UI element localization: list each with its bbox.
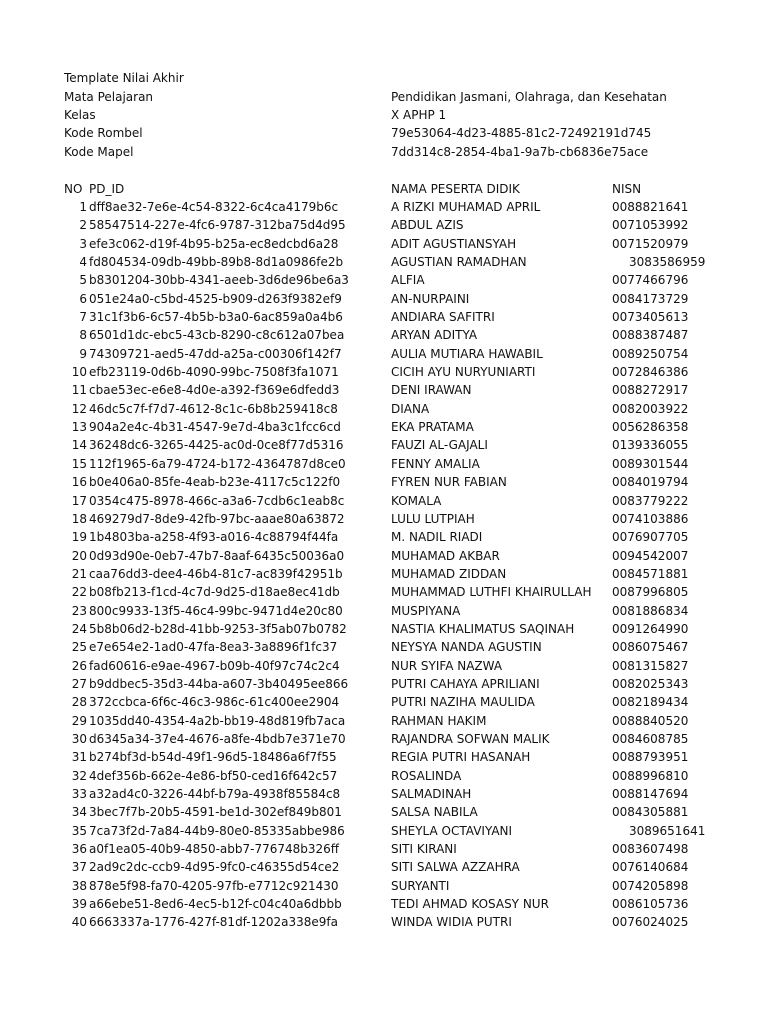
nisn-cell: 0071053992 xyxy=(612,218,689,233)
column-header-pd-id: PD_ID xyxy=(89,182,125,196)
pd-id-cell: cbae53ec-e6e8-4d0e-a392-f369e6dfedd3 xyxy=(89,383,340,398)
nisn-cell: 0084571881 xyxy=(612,566,689,581)
column-header-nisn: NISN xyxy=(612,182,642,196)
table-row xyxy=(0,235,768,253)
table-row xyxy=(0,436,768,454)
pd-id-cell: fd804534-09db-49bb-89b8-8d1a0986fe2b xyxy=(89,255,344,270)
student-name-cell: SITI KIRANI xyxy=(391,842,457,857)
nisn-cell: 0077466796 xyxy=(612,273,689,288)
row-number: 37 xyxy=(71,860,87,875)
student-name-cell: TEDI AHMAD KOSASY NUR xyxy=(391,897,549,912)
nisn-cell: 0139336055 xyxy=(612,438,689,453)
nisn-cell: 0088793951 xyxy=(612,750,689,765)
row-number: 26 xyxy=(71,658,87,673)
row-number: 2 xyxy=(79,218,87,233)
pd-id-cell: 904a2e4c-4b31-4547-9e7d-4ba3c1fcc6cd xyxy=(89,420,341,435)
nisn-cell: 0076024025 xyxy=(612,915,689,930)
student-name-cell: LULU LUTPIAH xyxy=(391,511,475,526)
pd-id-cell: a32ad4c0-3226-44bf-b79a-4938f85584c8 xyxy=(89,787,341,801)
nisn-cell: 0084019794 xyxy=(612,475,689,490)
table-row xyxy=(0,693,768,711)
student-name-cell: SALMADINAH xyxy=(391,787,472,801)
student-name-cell: WINDA WIDIA PUTRI xyxy=(391,915,512,930)
nisn-cell: 0076907705 xyxy=(612,530,689,545)
nisn-cell: 0081315827 xyxy=(612,658,689,673)
table-row xyxy=(0,492,768,510)
nisn-cell: 0074205898 xyxy=(612,878,689,893)
nisn-cell: 0089250754 xyxy=(612,346,689,361)
pd-id-cell: e7e654e2-1ad0-47fa-8ea3-3a8896f1fc37 xyxy=(89,640,338,655)
table-row xyxy=(0,913,768,931)
student-name-cell: ADIT AGUSTIANSYAH xyxy=(391,236,517,251)
student-name-cell: DIANA xyxy=(391,401,430,416)
student-name-cell: REGIA PUTRI HASANAH xyxy=(391,750,531,765)
nisn-cell: 0076140684 xyxy=(612,860,689,875)
table-row xyxy=(0,877,768,895)
row-number: 15 xyxy=(71,456,87,471)
student-name-cell: PUTRI CAHAYA APRILIANI xyxy=(391,676,540,691)
pd-id-cell: 372ccbca-6f6c-46c3-986c-61c400ee2904 xyxy=(89,695,340,710)
pd-id-cell: 7ca73f2d-7a84-44b9-80e0-85335abbe986 xyxy=(89,823,345,838)
student-name-cell: RAJANDRA SOFWAN MALIK xyxy=(391,731,550,746)
student-name-cell: MUHAMMAD LUTHFI KHAIRULLAH xyxy=(391,585,592,600)
kelas-value: X APHP 1 xyxy=(391,108,447,122)
table-row xyxy=(0,620,768,638)
pd-id-cell: 1b4803ba-a258-4f93-a016-4c88794f44fa xyxy=(89,530,339,545)
student-name-cell: ROSALINDA xyxy=(391,768,462,783)
column-header-no: NO xyxy=(64,182,83,196)
column-header-nama: NAMA PESERTA DIDIK xyxy=(391,182,520,196)
nisn-cell: 0071520979 xyxy=(612,236,689,251)
pd-id-cell: efe3c062-d19f-4b95-b25a-ec8edcbd6a28 xyxy=(89,236,339,251)
row-number: 11 xyxy=(71,383,87,398)
student-name-cell: MUHAMAD AKBAR xyxy=(391,548,500,563)
pd-id-cell: 4def356b-662e-4e86-bf50-ced16f642c57 xyxy=(89,768,338,783)
table-row xyxy=(0,565,768,583)
pd-id-cell: 46dc5c7f-f7d7-4612-8c1c-6b8b259418c8 xyxy=(89,401,338,416)
row-number: 29 xyxy=(71,713,87,728)
pd-id-cell: a66ebe51-8ed6-4ec5-b12f-c04c40a6dbbb xyxy=(89,897,342,912)
pd-id-cell: b274bf3d-b54d-49f1-96d5-18486a6f7f55 xyxy=(89,750,337,765)
nisn-cell: 0089301544 xyxy=(612,456,689,471)
row-number: 5 xyxy=(79,273,87,288)
row-number: 21 xyxy=(71,566,87,581)
student-name-cell: RAHMAN HAKIM xyxy=(391,713,487,728)
nisn-cell: 0088272917 xyxy=(612,383,689,398)
pd-id-cell: fad60616-e9ae-4967-b09b-40f97c74c2c4 xyxy=(89,658,340,673)
pd-id-cell: 31c1f3b6-6c57-4b5b-b3a0-6ac859a0a4b6 xyxy=(89,310,343,325)
table-row xyxy=(0,290,768,308)
table-row xyxy=(0,785,768,803)
nisn-cell: 0072846386 xyxy=(612,365,689,380)
nisn-cell: 0086105736 xyxy=(612,897,689,912)
student-name-cell: AULIA MUTIARA HAWABIL xyxy=(391,346,543,361)
pd-id-cell: 6501d1dc-ebc5-43cb-8290-c8c612a07bea xyxy=(89,328,345,343)
template-title: Template Nilai Akhir xyxy=(64,71,184,85)
nisn-cell: 0094542007 xyxy=(612,548,689,563)
pd-id-cell: b08fb213-f1cd-4c7d-9d25-d18ae8ec41db xyxy=(89,585,340,600)
table-row xyxy=(0,418,768,436)
pd-id-cell: b8301204-30bb-4341-aeeb-3d6de96be6a3 xyxy=(89,273,349,288)
table-row xyxy=(0,308,768,326)
pd-id-cell: 112f1965-6a79-4724-b172-4364787d8ce0 xyxy=(89,456,346,471)
pd-id-cell: 5b8b06d2-b28d-41bb-9253-3f5ab07b0782 xyxy=(89,621,347,636)
row-number: 14 xyxy=(71,438,87,453)
mata-pelajaran-label: Mata Pelajaran xyxy=(64,90,154,104)
row-number: 30 xyxy=(71,731,87,746)
nisn-cell: 0074103886 xyxy=(612,511,689,526)
table-row xyxy=(0,748,768,766)
row-number: 17 xyxy=(71,493,87,508)
pd-id-cell: 0d93d90e-0eb7-47b7-8aaf-6435c50036a0 xyxy=(89,548,345,563)
student-name-cell: A RIZKI MUHAMAD APRIL xyxy=(391,200,541,214)
row-number: 22 xyxy=(71,585,87,600)
student-name-cell: FAUZI AL-GAJALI xyxy=(391,438,488,453)
student-name-cell: SALSA NABILA xyxy=(391,805,478,820)
row-number: 16 xyxy=(71,475,87,490)
pd-id-cell: caa76dd3-dee4-46b4-81c7-ac839f42951b xyxy=(89,566,343,581)
pd-id-cell: efb23119-0d6b-4090-99bc-7508f3fa1071 xyxy=(89,365,339,380)
table-header xyxy=(0,180,768,198)
row-number: 24 xyxy=(71,621,87,636)
table-row xyxy=(0,510,768,528)
pd-id-cell: 6663337a-1776-427f-81df-1202a338e9fa xyxy=(89,915,338,930)
row-number: 4 xyxy=(79,255,87,270)
table-row xyxy=(0,528,768,546)
nisn-cell: 0088147694 xyxy=(612,787,689,801)
row-number: 3 xyxy=(79,236,87,251)
nisn-cell: 0082003922 xyxy=(612,401,689,416)
kode-rombel-label: Kode Rombel xyxy=(64,126,143,140)
nisn-cell: 3089651641 xyxy=(629,823,706,838)
student-name-cell: DENI IRAWAN xyxy=(391,383,472,398)
row-number: 34 xyxy=(71,805,87,820)
row-number: 13 xyxy=(71,420,87,435)
pd-id-cell: b0e406a0-85fe-4eab-b23e-4117c5c122f0 xyxy=(89,475,341,490)
nisn-cell: 0086075467 xyxy=(612,640,689,655)
student-name-cell: NEYSYA NANDA AGUSTIN xyxy=(391,640,542,655)
student-name-cell: ABDUL AZIS xyxy=(391,218,464,233)
student-name-cell: ALFIA xyxy=(391,273,425,288)
student-name-cell: FENNY AMALIA xyxy=(391,456,480,471)
pd-id-cell: a0f1ea05-40b9-4850-abb7-776748b326ff xyxy=(89,842,340,857)
row-number: 28 xyxy=(71,695,87,710)
pd-id-cell: 0354c475-8978-466c-a3a6-7cdb6c1eab8c xyxy=(89,493,345,508)
student-name-cell: M. NADIL RIADI xyxy=(391,530,483,545)
row-number: 20 xyxy=(71,548,87,563)
kode-mapel-label: Kode Mapel xyxy=(64,145,134,159)
nisn-cell: 0084305881 xyxy=(612,805,689,820)
nisn-cell: 0084608785 xyxy=(612,731,689,746)
table-row xyxy=(0,840,768,858)
table-row xyxy=(0,602,768,620)
row-number: 7 xyxy=(79,310,87,325)
student-name-cell: AN-NURPAINI xyxy=(391,291,470,306)
student-table-body xyxy=(0,198,768,932)
table-row xyxy=(0,547,768,565)
table-row xyxy=(0,400,768,418)
nisn-cell: 0083779222 xyxy=(612,493,689,508)
nisn-cell: 0088387487 xyxy=(612,328,689,343)
student-name-cell: KOMALA xyxy=(391,493,442,508)
kode-rombel-value: 79e53064-4d23-4885-81c2-72492191d745 xyxy=(391,126,652,140)
nisn-cell: 0088821641 xyxy=(612,200,689,214)
nisn-cell: 0088840520 xyxy=(612,713,689,728)
pd-id-cell: dff8ae32-7e6e-4c54-8322-6c4ca4179b6c xyxy=(89,200,339,214)
table-row xyxy=(0,216,768,234)
nisn-cell: 0082189434 xyxy=(612,695,689,710)
table-row xyxy=(0,198,768,216)
row-number: 36 xyxy=(71,842,87,857)
row-number: 8 xyxy=(79,328,87,343)
mata-pelajaran-value: Pendidikan Jasmani, Olahraga, dan Kesehatan xyxy=(391,90,667,104)
table-row xyxy=(0,473,768,491)
table-row xyxy=(0,583,768,601)
row-number: 10 xyxy=(71,365,87,380)
table-row xyxy=(0,712,768,730)
pd-id-cell: b9ddbec5-35d3-44ba-a607-3b40495ee866 xyxy=(89,676,349,691)
student-name-cell: SURYANTI xyxy=(391,878,450,893)
row-number: 12 xyxy=(71,401,87,416)
student-name-cell: SHEYLA OCTAVIYANI xyxy=(391,823,513,838)
row-number: 32 xyxy=(71,768,87,783)
student-name-cell: NASTIA KHALIMATUS SAQINAH xyxy=(391,621,575,636)
table-row xyxy=(0,326,768,344)
row-number: 23 xyxy=(71,603,87,618)
nisn-cell: 0091264990 xyxy=(612,621,689,636)
student-name-cell: NUR SYIFA NAZWA xyxy=(391,658,503,673)
table-row xyxy=(0,730,768,748)
table-row xyxy=(0,657,768,675)
row-number: 18 xyxy=(71,511,87,526)
table-row xyxy=(0,381,768,399)
nisn-cell: 3083586959 xyxy=(629,255,706,270)
nisn-cell: 0056286358 xyxy=(612,420,689,435)
student-name-cell: MUSPIYANA xyxy=(391,603,461,618)
student-name-cell: PUTRI NAZIHA MAULIDA xyxy=(391,695,535,710)
nisn-cell: 0073405613 xyxy=(612,310,689,325)
pd-id-cell: 2ad9c2dc-ccb9-4d95-9fc0-c46355d54ce2 xyxy=(89,860,340,875)
table-row xyxy=(0,895,768,913)
student-name-cell: AGUSTIAN RAMADHAN xyxy=(391,255,527,270)
kode-mapel-value: 7dd314c8-2854-4ba1-9a7b-cb6836e75ace xyxy=(391,145,649,159)
student-name-cell: CICIH AYU NURYUNIARTI xyxy=(391,365,536,380)
table-row xyxy=(0,767,768,785)
pd-id-cell: 800c9933-13f5-46c4-99bc-9471d4e20c80 xyxy=(89,603,343,618)
kelas-label: Kelas xyxy=(64,108,96,122)
pd-id-cell: 051e24a0-c5bd-4525-b909-d263f9382ef9 xyxy=(89,291,342,306)
table-row xyxy=(0,803,768,821)
table-row xyxy=(0,363,768,381)
table-row xyxy=(0,858,768,876)
student-name-cell: FYREN NUR FABIAN xyxy=(391,475,507,490)
pd-id-cell: d6345a34-37e4-4676-a8fe-4bdb7e371e70 xyxy=(89,731,346,746)
pd-id-cell: 878e5f98-fa70-4205-97fb-e7712c921430 xyxy=(89,878,339,893)
student-name-cell: ARYAN ADITYA xyxy=(391,328,478,343)
row-number: 1 xyxy=(79,200,87,214)
pd-id-cell: 36248dc6-3265-4425-ac0d-0ce8f77d5316 xyxy=(89,438,344,453)
row-number: 40 xyxy=(71,915,87,930)
table-row xyxy=(0,253,768,271)
nisn-cell: 0083607498 xyxy=(612,842,689,857)
row-number: 33 xyxy=(71,787,87,801)
table-row xyxy=(0,345,768,363)
row-number: 27 xyxy=(71,676,87,691)
row-number: 6 xyxy=(79,291,87,306)
row-number: 19 xyxy=(71,530,87,545)
row-number: 25 xyxy=(71,640,87,655)
student-name-cell: SITI SALWA AZZAHRA xyxy=(391,860,520,875)
table-row xyxy=(0,455,768,473)
row-number: 39 xyxy=(71,897,87,912)
pd-id-cell: 74309721-aed5-47dd-a25a-c00306f142f7 xyxy=(89,346,342,361)
pd-id-cell: 58547514-227e-4fc6-9787-312ba75d4d95 xyxy=(89,218,346,233)
pd-id-cell: 3bec7f7b-20b5-4591-be1d-302ef849b801 xyxy=(89,805,342,820)
pd-id-cell: 1035dd40-4354-4a2b-bb19-48d819fb7aca xyxy=(89,713,346,728)
table-row xyxy=(0,271,768,289)
pd-id-cell: 469279d7-8de9-42fb-97bc-aaae80a63872 xyxy=(89,511,345,526)
row-number: 38 xyxy=(71,878,87,893)
student-name-cell: MUHAMAD ZIDDAN xyxy=(391,566,507,581)
row-number: 35 xyxy=(71,823,87,838)
student-name-cell: EKA PRATAMA xyxy=(391,420,474,435)
nisn-cell: 0088996810 xyxy=(612,768,689,783)
nisn-cell: 0081886834 xyxy=(612,603,689,618)
student-name-cell: ANDIARA SAFITRI xyxy=(391,310,495,325)
nisn-cell: 0087996805 xyxy=(612,585,689,600)
table-row xyxy=(0,638,768,656)
nisn-cell: 0084173729 xyxy=(612,291,689,306)
row-number: 9 xyxy=(79,346,87,361)
nisn-cell: 0082025343 xyxy=(612,676,689,691)
table-row xyxy=(0,822,768,840)
table-row xyxy=(0,675,768,693)
row-number: 31 xyxy=(71,750,87,765)
